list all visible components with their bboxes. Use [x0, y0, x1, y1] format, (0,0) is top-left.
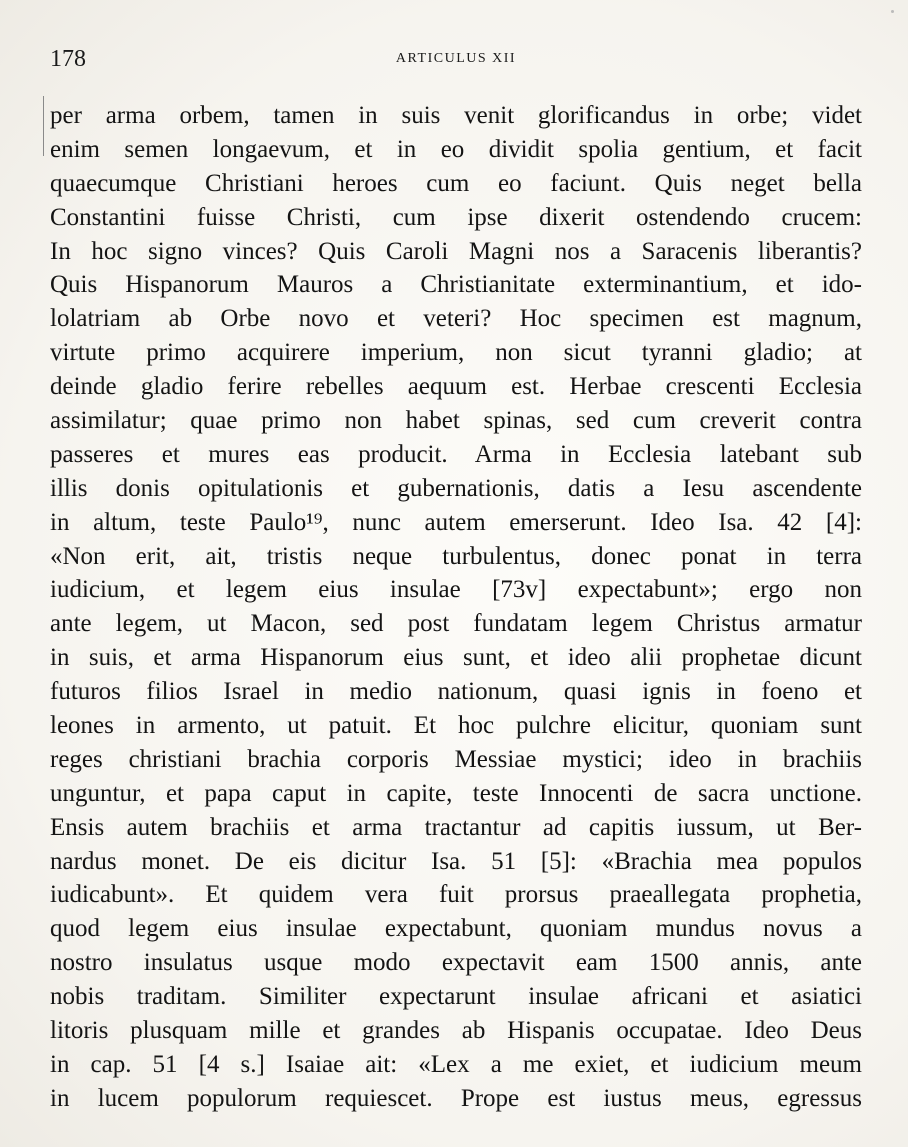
text-line: deinde gladio ferire rebelles aequum est. Herbae crescenti Ecclesia: [50, 373, 862, 401]
text-line: enim semen longaevum, et in eo dividit spolia gentium, et facit: [50, 135, 862, 163]
text-line: Constantini fuisse Christi, cum ipse dixerit ostendendo crucem:: [50, 203, 862, 231]
text-line: «Non erit, ait, tristis neque turbulentus, donec ponat in terra: [50, 542, 862, 570]
text-line: quod legem eius insulae expectabunt, quoniam mundus novus a: [50, 915, 862, 943]
text-line: leones in armento, ut patuit. Et hoc pulchre elicitur, quoniam sunt: [50, 712, 862, 740]
body-text: [50, 99, 862, 1116]
margin-mark: [43, 96, 44, 156]
text-line: illis donis opitulationis et gubernationis, datis a Iesu ascendente: [50, 474, 862, 502]
text-line: nostro insulatus usque modo expectavit eam 1500 annis, ante: [50, 949, 862, 977]
text-line: lolatriam ab Orbe novo et veteri? Hoc specimen est magnum,: [50, 305, 862, 333]
running-head: ARTICULUS XII: [395, 51, 517, 66]
text-line: in cap. 51 [4 s.] Isaiae ait: «Lex a me exiet, et iudicium meum: [50, 1050, 862, 1078]
scan-speck: [891, 10, 894, 13]
text-line: reges christiani brachia corporis Messiae mystici; ideo in brachiis: [50, 745, 862, 773]
text-line: in lucem populorum requiescet. Prope est iustus meus, egressus: [50, 1084, 862, 1112]
text-line: litoris plusquam mille et grandes ab Hispanis occupatae. Ideo Deus: [50, 1017, 862, 1045]
text-line: passeres et mures eas producit. Arma in Ecclesia latebant sub: [50, 440, 862, 468]
text-line: In hoc signo vinces? Quis Caroli Magni nos a Saracenis liberantis?: [50, 237, 862, 265]
text-line: nobis traditam. Similiter expectarunt insulae africani et asiatici: [50, 983, 862, 1011]
text-line: ante legem, ut Macon, sed post fundatam legem Christus armatur: [50, 610, 862, 638]
text-line: in suis, et arma Hispanorum eius sunt, et ideo alii prophetae dicunt: [50, 644, 862, 672]
text-line: assimilatur; quae primo non habet spinas, sed cum creverit contra: [50, 407, 862, 435]
text-line: unguntur, et papa caput in capite, teste Innocenti de sacra unctione.: [50, 779, 862, 807]
text-line: iudicium, et legem eius insulae [73v] expectabunt»; ergo non: [50, 576, 862, 604]
page-header: [50, 44, 862, 74]
text-line: virtute primo acquirere imperium, non sicut tyranni gladio; at: [50, 339, 862, 367]
text-line: per arma orbem, tamen in suis venit glorificandus in orbe; videt: [50, 102, 862, 129]
text-line: Ensis autem brachiis et arma tractantur ad capitis iussum, ut Ber-: [50, 813, 862, 841]
text-line: nardus monet. De eis dicitur Isa. 51 [5]: «Brachia mea populos: [50, 847, 862, 875]
text-line: quaecumque Christiani heroes cum eo faciunt. Quis neget bella: [50, 169, 862, 197]
text-line: futuros filios Israel in medio nationum, quasi ignis in foeno et: [50, 678, 862, 706]
text-line: in altum, teste Paulo¹⁹, nunc autem emerserunt. Ideo Isa. 42 [4]:: [50, 508, 862, 536]
text-line: Quis Hispanorum Mauros a Christianitate exterminantium, et ido-: [50, 271, 862, 299]
text-line: iudicabunt». Et quidem vera fuit prorsus praeallegata prophetia,: [50, 881, 862, 909]
page-number: 178: [50, 46, 86, 72]
